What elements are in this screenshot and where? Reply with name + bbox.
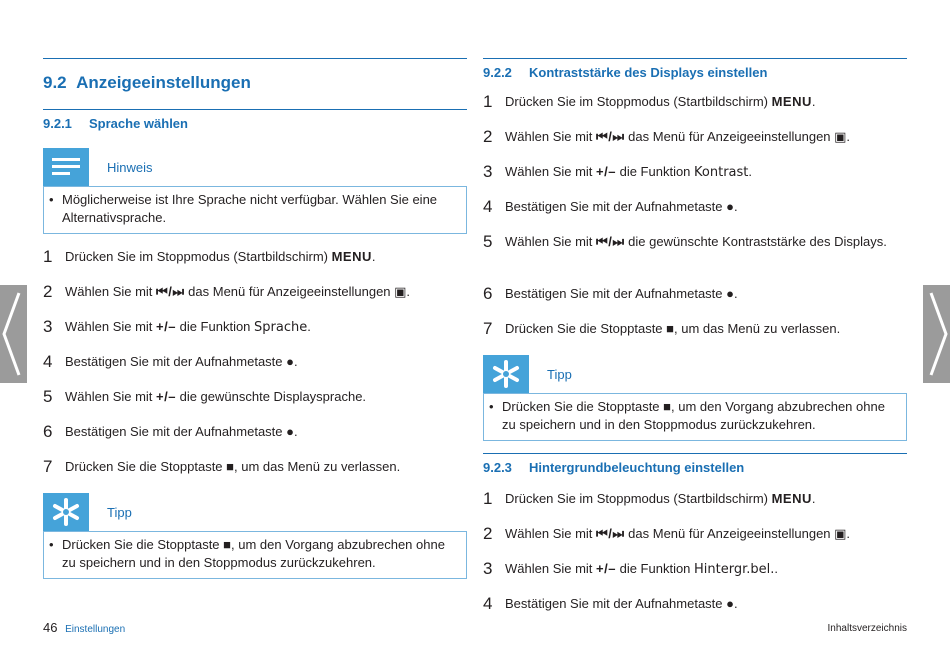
step-item: 7 Drücken Sie die Stopptaste ■, um das Menü zu verlassen. <box>483 319 841 338</box>
section-heading <box>43 71 467 109</box>
tipp-title: Tipp <box>107 504 132 520</box>
subsection-heading <box>483 59 907 93</box>
subsection-title: Hintergrundbeleuchtung einstellen <box>529 460 745 475</box>
chevron-left-icon <box>0 285 27 383</box>
step-item: 4 Bestätigen Sie mit der Aufnahmetaste ●. <box>43 352 298 371</box>
hinweis-box: Hinweis • Möglicherweise ist Ihre Sprache nicht verfügbar. Wählen Sie eine Alternativsprache. <box>43 148 467 234</box>
tipp-title: Tipp <box>547 366 572 382</box>
tip-star-icon <box>43 493 89 531</box>
step-item: 3 Wählen Sie mit +/– die Funktion Hintergr.bel.. <box>483 559 779 578</box>
step-item: 6 Bestätigen Sie mit der Aufnahmetaste ●. <box>43 422 298 441</box>
tipp-box: Tipp • Drücken Sie die Stopptaste ■, um den Vorgang abzubrechen ohne zu speichern und in den Stoppmodus zurückzukehren. <box>483 355 907 441</box>
steps-list <box>43 248 467 493</box>
next-page-tab[interactable] <box>923 285 950 383</box>
step-item: 2 Wählen Sie mit ⏮/⏭ das Menü für Anzeigeeinstellungen ▣. <box>483 127 851 146</box>
chevron-right-icon <box>923 285 950 383</box>
step-item: 4 Bestätigen Sie mit der Aufnahmetaste ●. <box>483 197 738 216</box>
subsection-number: 9.2.2 <box>483 65 512 80</box>
left-column <box>43 58 467 579</box>
right-column <box>483 58 907 630</box>
step-item: 3 Wählen Sie mit +/– die Funktion Sprache. <box>43 317 311 336</box>
step-item: 2 Wählen Sie mit ⏮/⏭ das Menü für Anzeigeeinstellungen ▣. <box>43 282 411 301</box>
step-item: 1 Drücken Sie im Stoppmodus (Startbildschirm) MENU. <box>483 92 816 111</box>
subsection-number: 9.2.3 <box>483 460 512 475</box>
steps-list <box>483 490 907 630</box>
section-title: Anzeigeeinstellungen <box>76 73 251 92</box>
tipp-text: Drücken Sie die Stopptaste ■, um den Vorgang abzubrechen ohne zu speichern und in den Stoppmodus zurückzukehren. <box>62 537 445 570</box>
step-item: 3 Wählen Sie mit +/– die Funktion Kontrast. <box>483 162 753 181</box>
footer-left <box>43 620 125 635</box>
section-rule <box>43 58 467 59</box>
step-item: 1 Drücken Sie im Stoppmodus (Startbildschirm) MENU. <box>483 489 816 508</box>
step-item: 5 Wählen Sie mit ⏮/⏭ die gewünschte Kontraststärke des Displays. <box>483 232 887 251</box>
toc-link[interactable]: Inhaltsverzeichnis <box>827 623 907 634</box>
footer-section-link[interactable]: Einstellungen <box>65 624 126 635</box>
page-number: 46 <box>43 620 58 635</box>
subsection-title: Sprache wählen <box>89 116 188 131</box>
hinweis-title: Hinweis <box>107 159 153 175</box>
subsection-number: 9.2.1 <box>43 116 72 131</box>
step-item: 2 Wählen Sie mit ⏮/⏭ das Menü für Anzeigeeinstellungen ▣. <box>483 524 851 543</box>
subsection-heading <box>43 110 467 148</box>
section-number: 9.2 <box>43 73 67 92</box>
step-item: 5 Wählen Sie mit +/– die gewünschte Displaysprache. <box>43 387 367 406</box>
tipp-text: Drücken Sie die Stopptaste ■, um den Vorgang abzubrechen ohne zu speichern und in den Stoppmodus zurückzukehren. <box>502 399 885 432</box>
hinweis-text: Möglicherweise ist Ihre Sprache nicht verfügbar. Wählen Sie eine Alternativsprache. <box>62 192 438 225</box>
step-item: 6 Bestätigen Sie mit der Aufnahmetaste ●. <box>483 284 738 303</box>
step-item: 1 Drücken Sie im Stoppmodus (Startbildschirm) MENU. <box>43 247 376 266</box>
tipp-box: Tipp • Drücken Sie die Stopptaste ■, um den Vorgang abzubrechen ohne zu speichern und in den Stoppmodus zurückzukehren. <box>43 493 467 579</box>
subsection-title: Kontraststärke des Displays einstellen <box>529 65 768 80</box>
subsection-heading <box>483 454 907 490</box>
tip-star-icon <box>483 355 529 393</box>
step-item: 7 Drücken Sie die Stopptaste ■, um das Menü zu verlassen. <box>43 457 401 476</box>
steps-list <box>483 93 907 355</box>
step-item: 4 Bestätigen Sie mit der Aufnahmetaste ●. <box>483 594 738 613</box>
note-icon <box>43 148 89 186</box>
previous-page-tab[interactable] <box>0 285 27 383</box>
